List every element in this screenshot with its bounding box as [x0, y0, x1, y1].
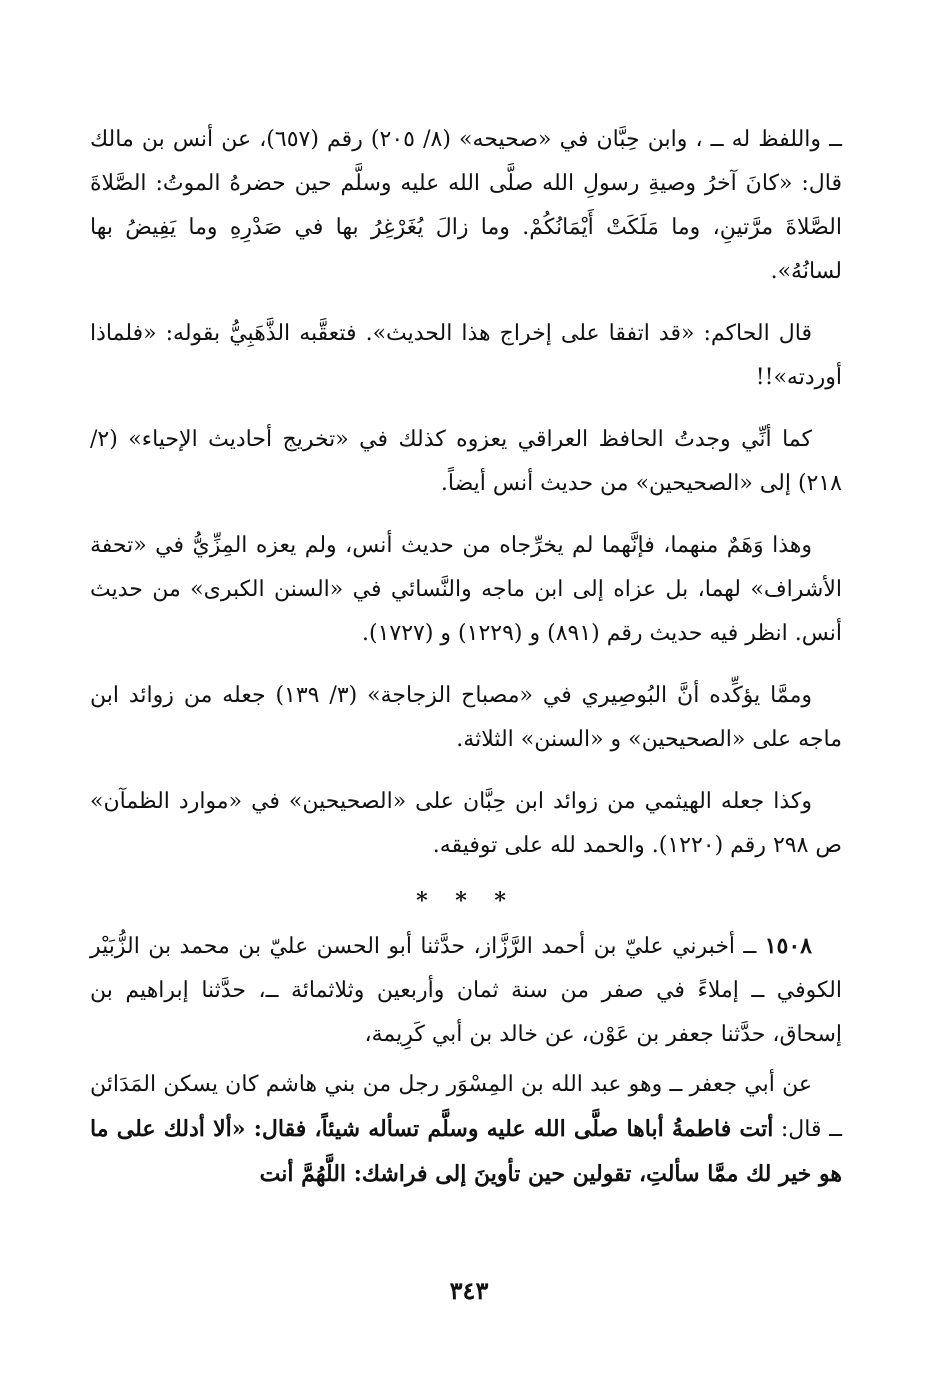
- section-separator: * * *: [416, 888, 516, 914]
- paragraph-2: قال الحاكم: «قد اتفقا على إخراج هذا الحديث». فتعقَّبه الذَّهَبِيُّ بقوله: «فلماذا أوردته»!!: [90, 321, 842, 390]
- hadith-isnad-1: [90, 924, 842, 1057]
- hadith-isnad-2: [90, 1063, 842, 1197]
- hadith-matn: أتت فاطمةُ أباها صلَّى الله عليه وسلَّم تسأله شيئاً، فقال: «ألا أدلك على ما هو خير لك ممَّا سألتِ، تقولين حين تأوينَ إلى فراشك: اللَّهُمَّ أنت: [90, 1116, 842, 1187]
- hadith-isnad-1-text: ــ أخبرني عليّ بن أحمد الرَّزَّاز، حدَّثنا أبو الحسن عليّ بن محمد بن الزُّبَيْر الكوفي ــ إملاءً في صفر من سنة ثمان وأربعين وثلاثمائة ــ، حدَّثنا إبراهيم بن إسحاق، حدَّثنا جعفر بن عَوْن، عن خالد بن أبي كَرِيمة،: [90, 934, 842, 1047]
- paragraph-6: وكذا جعله الهيثمي من زوائد ابن حِبَّان على «الصحيحين» في «موارد الظمآن» ص ٢٩٨ رقم (١٢٢٠). والحمد لله على توفيقه.: [90, 789, 842, 858]
- page-body: [90, 118, 842, 1203]
- page-number: ٣٤٣: [449, 1276, 489, 1305]
- paragraph-1: ــ واللفظ له ــ ، وابن حِبَّان في «صحيحه» (٨/ ٢٠٥) رقم (٦٥٧)، عن أنس بن مالك قال: «كانَ آخرُ وصيةِ رسولِ الله صلَّى الله عليه وسلَّم حين حضرهُ الموتُ: الصَّلاةَ الصَّلاةَ مرَّتينِ، وما مَلَكَتْ أَيْمَانُكُمْ. وما زالَ يُغَرْغِرُ بها في صَدْرِهِ وما يَفِيضُ بها لسانُهُ».: [90, 127, 843, 284]
- paragraph-5: وممَّا يؤكِّده أنَّ البُوصِيري في «مصباح الزجاجة» (٣/ ١٣٩) جعله من زوائد ابن ماجه على «الصحيحين» و «السنن» الثلاثة.: [90, 683, 842, 752]
- hadith-number: ١٥٠٨: [764, 933, 812, 959]
- paragraph-3: كما أنِّي وجدتُ الحافظ العراقي يعزوه كذلك في «تخريج أحاديث الإحياء» (٢/ ٢١٨) إلى «الصحيحين» من حديث أنس أيضاً.: [90, 427, 842, 496]
- paragraph-4: وهذا وَهَمٌ منهما، فإنَّهما لم يخرِّجاه من حديث أنس، ولم يعزه المِزِّيُّ في «تحفة الأشراف» لهما، بل عزاه إلى ابن ماجه والنَّسائي في «السنن الكبرى» من حديث أنس. انظر فيه حديث رقم (٨٩١) و (١٢٢٩) و (١٧٢٧).: [90, 533, 842, 646]
- hadith-isnad-2-text: عن أبي جعفر ــ وهو عبد الله بن المِسْوَر رجل من بني هاشم كان يسكن المَدَائن ــ قال:: [90, 1072, 842, 1142]
